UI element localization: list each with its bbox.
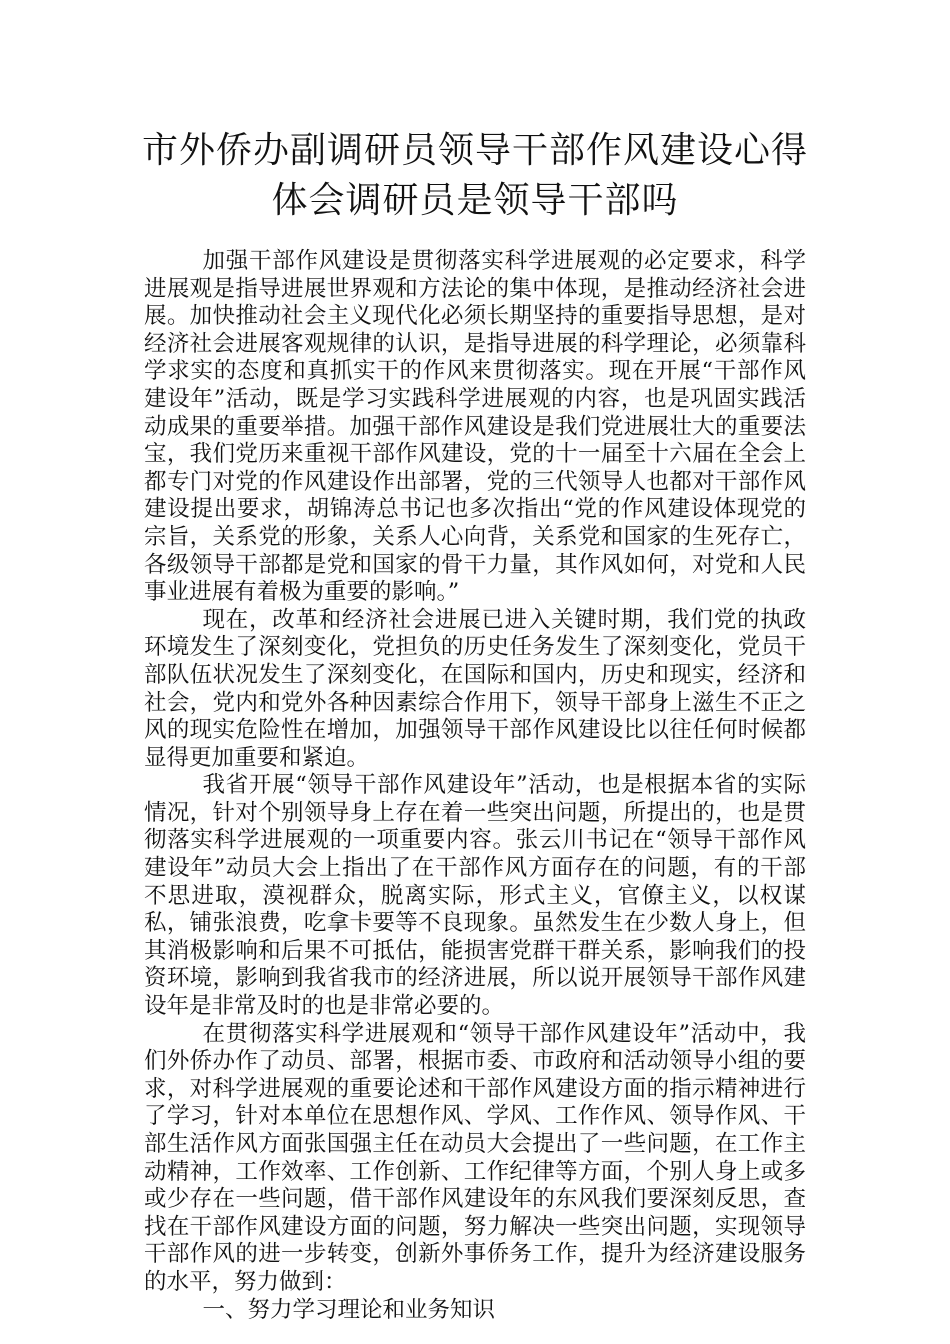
- section-heading: 一、努力学习理论和业务知识: [202, 1296, 496, 1323]
- paragraph-1: 加强干部作风建设是贯彻落实科学进展观的必定要求，科学进展观是指导进展世界观和方法论的集中体现，是推动经济社会进展。加快推动社会主义现代化必须长期坚持的重要指导思想，是对经济社会进展客观规律的认识，是指导进展的科学理论，必须靠科学求实的态度和真抓实干的作风来贯彻落实。现在开展“干部作风建设年”活动，既是学习实践科学进展观的内容，也是巩固实践活动成果的重要举措。加强干部作风建设是我们党进展壮大的重要法宝，我们党历来重视干部作风建设，党的十一届至十六届在全会上都专门对党的作风建设作出部署，党的三代领导人也都对干部作风建设提出要求，胡锦涛总书记也多次指出“党的作风建设体现党的宗旨，关系党的形象，关系人心向背，关系党和国家的生死存亡，各级领导干部都是党和国家的骨干力量，其作风如何，对党和人民事业进展有着极为重要的影响。”: [144, 248, 806, 606]
- paragraph-3: 我省开展“领导干部作风建设年”活动，也是根据本省的实际情况，针对个别领导身上存在着一些突出问题，所提出的，也是贯彻落实科学进展观的一项重要内容。张云川书记在“领导干部作风建设年”动员大会上指出了在干部作风方面存在的问题，有的干部不思进取，漠视群众，脱离实际，形式主义，官僚主义，以权谋私，铺张浪费，吃拿卡要等不良现象。虽然发生在少数人身上，但其消极影响和后果不可抵估，能损害党群干群关系，影响我们的投资环境，影响到我省我市的经济进展，所以说开展领导干部作风建设年是非常及时的也是非常必要的。: [144, 772, 806, 1020]
- document-title: [100, 126, 850, 226]
- document-body: [144, 248, 806, 1324]
- title-line-1: 市外侨办副调研员领导干部作风建设心得: [141, 130, 808, 171]
- paragraph-2: 现在，改革和经济社会进展已进入关键时期，我们党的执政环境发生了深刻变化，党担负的历史任务发生了深刻变化，党员干部队伍状况发生了深刻变化，在国际和国内，历史和现实，经济和社会，党内和党外各种因素综合作用下，领导干部身上滋生不正之风的现实危险性在增加，加强领导干部作风建设比以往任何时候都显得更加重要和紧迫。: [144, 606, 806, 771]
- title-line-2: 体会调研员是领导干部吗: [271, 180, 679, 221]
- paragraph-4: 在贯彻落实科学进展观和“领导干部作风建设年”活动中，我们外侨办作了动员、部署，根据市委、市政府和活动领导小组的要求，对科学进展观的重要论述和干部作风建设方面的指示精神进行了学习，针对本单位在思想作风、学风、工作作风、领导作风、干部生活作风方面张国强主任在动员大会提出了一些问题，在工作主动精神，工作效率、工作创新、工作纪律等方面，个别人身上或多或少存在一些问题，借干部作风建设年的东风我们要深刻反思，查找在干部作风建设方面的问题，努力解决一些突出问题，实现领导干部作风的进一步转变，创新外事侨务工作，提升为经济建设服务的水平，努力做到：: [144, 1020, 806, 1295]
